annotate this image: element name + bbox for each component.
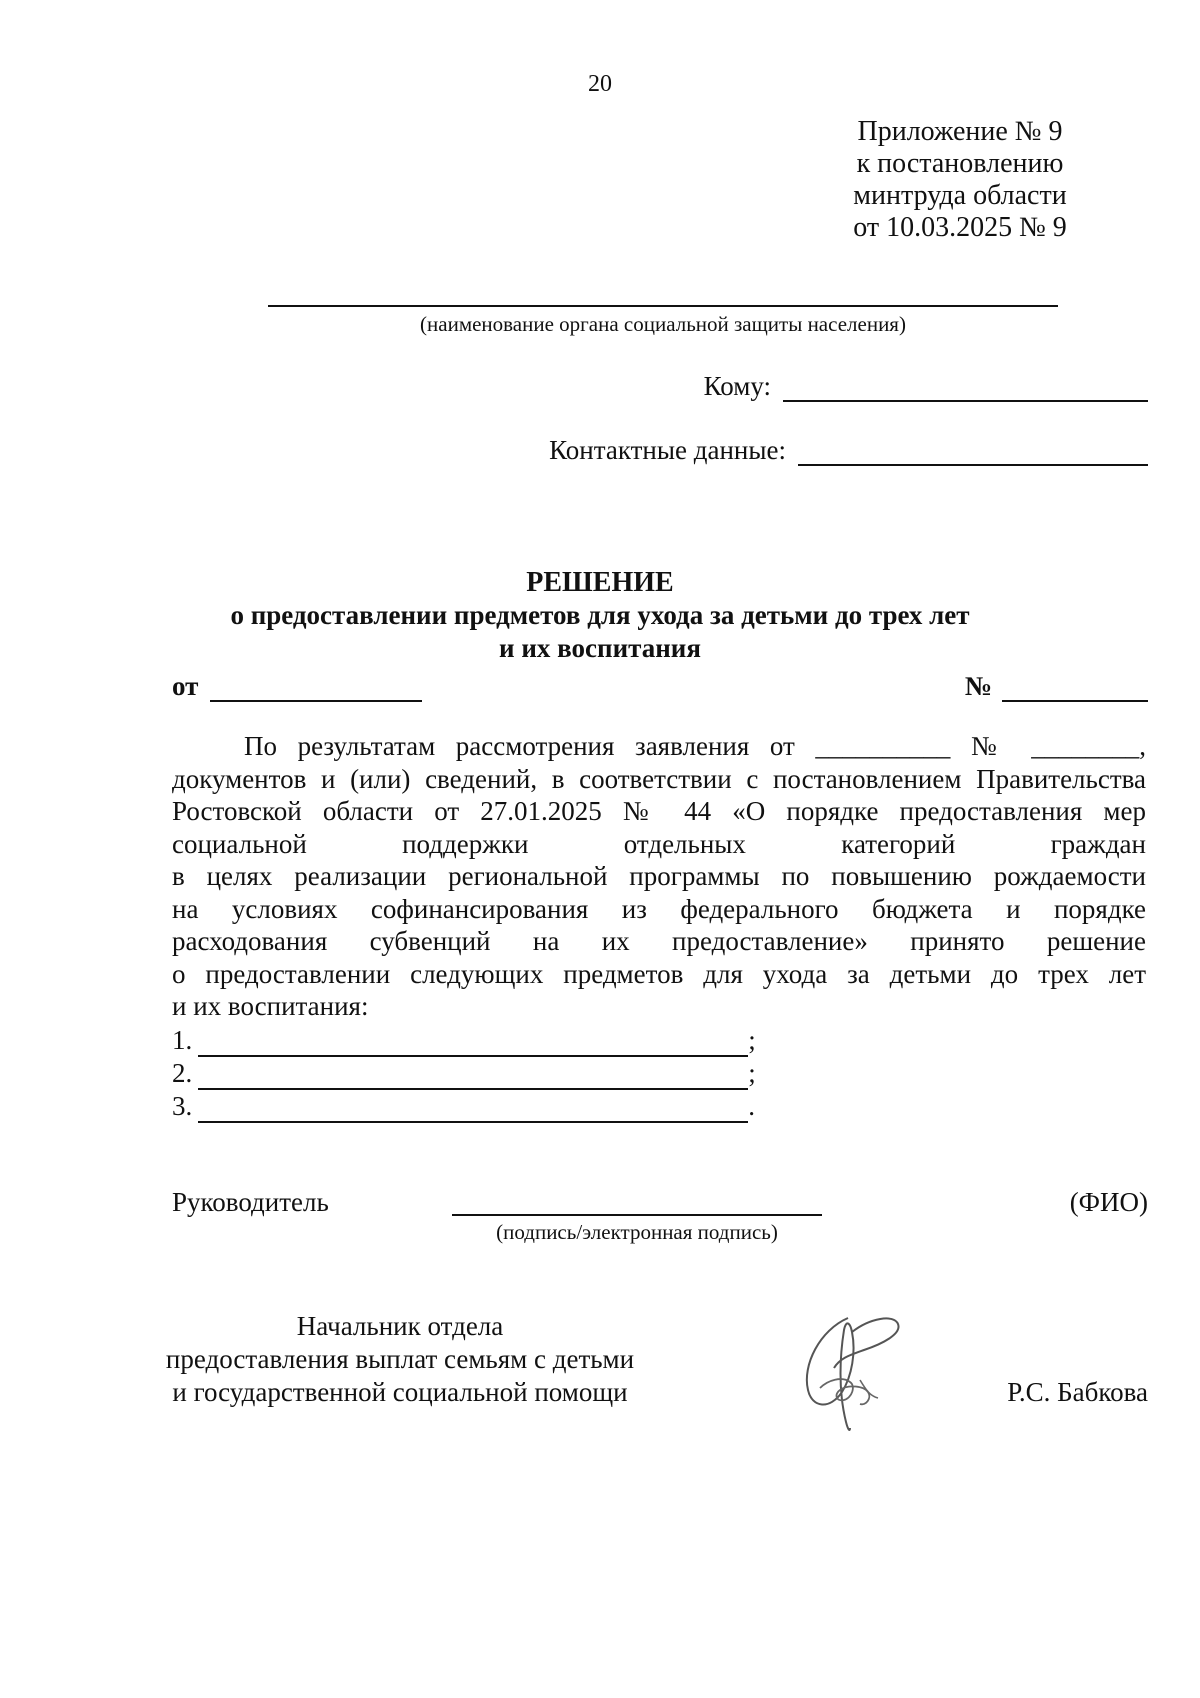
org-name-caption: (наименование органа социальной защиты населения) (420, 312, 906, 336)
number-label: № (964, 671, 992, 701)
date-blank (210, 672, 422, 702)
body-line: документов и (или) сведений, в соответствии с постановлением Правительства (172, 763, 1146, 794)
item-number: 1. (172, 1025, 193, 1055)
appendix-line: минтруда области (853, 180, 1067, 211)
list-item (172, 1024, 756, 1057)
approver-title-line: Начальник отдела (296, 1311, 504, 1341)
title-subtitle-line: и их воспитания (499, 633, 701, 663)
head-label: Руководитель (172, 1187, 329, 1217)
decision-date-row (172, 670, 422, 702)
body-line: на условиях софинансирования из федерального бюджета и порядке (172, 893, 1146, 924)
recipient-contact-row (549, 434, 1148, 466)
appendix-line: Приложение № 9 (857, 116, 1063, 147)
recipient-to-row (704, 370, 1148, 402)
handwritten-signature (790, 1310, 910, 1435)
title-subtitle-line: о предоставлении предметов для ухода за детьми до трех лет (230, 600, 970, 630)
approver-title (150, 1310, 650, 1409)
body-line: и их воспитания: (172, 991, 369, 1021)
body-line: в целях реализации региональной программы по повышению рождаемости (172, 861, 1146, 891)
from-label: от (172, 671, 199, 701)
item-end: . (748, 1091, 755, 1121)
item-number: 3. (172, 1091, 193, 1121)
signature-caption: (подпись/электронная подпись) (496, 1220, 778, 1244)
signature-blank (452, 1214, 822, 1216)
contact-label: Контактные данные: (549, 435, 786, 465)
to-label: Кому: (703, 371, 771, 401)
list-item (172, 1090, 756, 1123)
approver-title-line: и государственной социальной помощи (172, 1377, 628, 1407)
org-name-blank (268, 305, 1058, 307)
body-line: Ростовской области от 27.01.2025 № 44 «О порядке предоставления мер (172, 796, 1146, 826)
title-main: РЕШЕНИЕ (526, 567, 674, 598)
item-blank (198, 1029, 748, 1057)
appendix-line: от 10.03.2025 № 9 (853, 212, 1067, 243)
number-blank (1002, 672, 1148, 702)
body-line: По результатам рассмотрения заявления от __________ № ________, (244, 731, 1146, 761)
item-blank (198, 1062, 748, 1090)
fio-label: (ФИО) (1069, 1187, 1148, 1217)
page-number: 20 (588, 71, 612, 97)
decision-body (172, 730, 1146, 1023)
appendix-header (840, 116, 1080, 244)
item-number: 2. (172, 1058, 193, 1088)
item-end: ; (748, 1025, 756, 1055)
body-line: социальной поддержки отдельных категорий граждан (172, 828, 1146, 859)
item-end: ; (748, 1058, 756, 1088)
decision-number-row (965, 670, 1148, 702)
contact-blank (798, 436, 1148, 466)
approver-name: Р.С. Бабкова (1007, 1377, 1148, 1407)
items-list (172, 1024, 756, 1123)
to-blank (783, 372, 1148, 402)
list-item (172, 1057, 756, 1090)
approver-title-line: предоставления выплат семьям с детьми (165, 1344, 635, 1374)
body-line: о предоставлении следующих предметов для ухода за детьми до трех лет (172, 958, 1146, 989)
appendix-line: к постановлению (856, 148, 1064, 179)
body-line: расходования субвенций на их предоставление» принято решение (172, 926, 1146, 956)
document-title (0, 566, 1200, 665)
item-blank (198, 1095, 748, 1123)
